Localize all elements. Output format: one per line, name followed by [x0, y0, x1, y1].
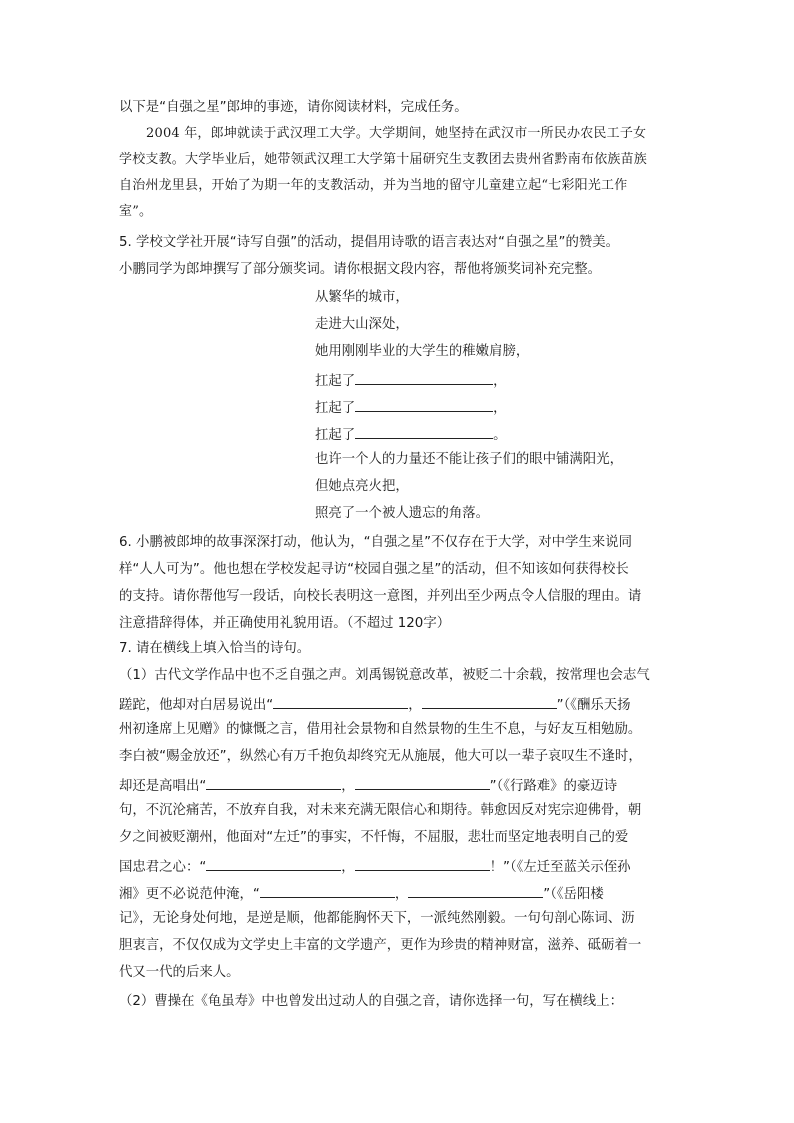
q6-line-1: 6. 小鹏被郎坤的故事深深打动，他认为，“自强之星”不仅存在于大学，对中学生来说同	[119, 535, 632, 550]
q7-text-7: 夕之间被贬潮州，他面对“左迁”的事实，不忏悔，不屈服，悲壮而坚定地表明自己的爱	[119, 830, 629, 845]
q7-part2-text: （2）曹操在《龟虽寿》中也曾发出过动人的自强之音，请你选择一句，写在横线上：	[119, 994, 623, 1009]
answer-blank-9[interactable]	[355, 855, 490, 871]
answer-blank-6[interactable]	[206, 774, 341, 790]
q5-line-1: 5. 学校文学社开展“诗写自强”的活动，提倡用诗歌的语言表达对“自强之星”的赞美。	[119, 235, 620, 250]
answer-blank-7[interactable]	[355, 774, 490, 790]
poem-line-1: 从繁华的城市，	[315, 290, 409, 305]
answer-blank-4[interactable]	[273, 693, 408, 709]
q7-text-4: 李白被“赐金放还”，纵然心有万千抱负却终究无从施展，他大可以一辈子哀叹生不逢时，	[119, 749, 642, 764]
poem-line-7: 也许一个人的力量还不能让孩子们的眼中铺满阳光，	[315, 452, 623, 467]
poem-line-8: 但她点亮火把，	[315, 479, 409, 494]
answer-blank-8[interactable]	[206, 855, 341, 871]
q6-line-3: 的支持。请你帮他写一段话，向校长表明这一意图，并列出至少两点令人信服的理由。请	[119, 589, 642, 604]
answer-blank-1[interactable]	[355, 369, 493, 385]
q7-text-2: 蹉跎，他却对白居易说出“ ， ”（《酬乐天扬	[119, 693, 631, 716]
q7-text-9: 湘》更不必说范仲淹，“ ， ”（《岳阳楼	[119, 882, 604, 905]
q7-text-3: 州初逢席上见赠》的慷慨之言，借用社会景物和自然景物的生生不息，与好友互相勉励。	[119, 722, 642, 737]
answer-blank-2[interactable]	[355, 396, 493, 412]
answer-blank-3[interactable]	[355, 423, 493, 439]
q7-text-10: 记》，无论身处何地，是逆是顺，他都能胸怀天下，一派纯然刚毅。一句句剖心陈词、沥	[119, 911, 635, 926]
q7-text-5: 却还是高唱出“ ， ”（《行路难》的豪迈诗	[119, 774, 617, 797]
q6-line-4: 注意措辞得体，并正确使用礼貌用语。（不超过 120字）	[119, 616, 451, 631]
material-line-3: 自治州龙里县，开始了为期一年的支教活动，并为当地的留守儿童建立起“七彩阳光工作	[119, 178, 628, 193]
q7-text-8: 国忠君之心：“ ， ！”（《左迁至蓝关示侄孙	[119, 855, 631, 878]
answer-blank-11[interactable]	[408, 882, 543, 898]
material-line-2: 学校支教。大学毕业后，她带领武汉理工大学第十届研究生支教团去贵州省黔南布依族苗族	[119, 152, 648, 167]
q7-text-12: 代又一代的后来人。	[119, 965, 240, 980]
q7-title: 7. 请在横线上填入恰当的诗句。	[119, 641, 311, 656]
q7-text-6: 句，不沉沦痛苦，不放弃自我，对未来充满无限信心和期待。韩愈因反对宪宗迎佛骨，朝	[119, 803, 642, 818]
poem-line-9: 照亮了一个被人遗忘的角落。	[315, 506, 490, 521]
answer-blank-5[interactable]	[422, 693, 557, 709]
poem-line-3: 她用刚刚毕业的大学生的稚嫩肩膀，	[315, 344, 530, 359]
intro-text: 以下是“自强之星”郎坤的事迹，请你阅读材料，完成任务。	[119, 100, 468, 115]
q5-line-2: 小鹏同学为郎坤撰写了部分颁奖词。请你根据文段内容，帮他将颁奖词补充完整。	[119, 262, 602, 277]
q7-text-11: 胆衷言，不仅仅成为文学史上丰富的文学遗产，更作为珍贵的精神财富，滋养、砥砺着一	[119, 938, 642, 953]
q6-line-2: 样“人人可为”。他也想在学校发起寻访“校园自强之星”的活动，但不知该如何获得校长	[119, 562, 629, 577]
q7-text-1: （1）古代文学作品中也不乏自强之声。刘禹锡锐意改革，被贬二十余载，按常理也会志气	[119, 668, 650, 683]
poem-fill-line-1: 扛起了 ，	[315, 369, 507, 392]
material-line-1: 2004 年，郎坤就读于武汉理工大学。大学期间，她坚持在武汉市一所民办农民工子女	[146, 126, 647, 141]
answer-blank-10[interactable]	[260, 882, 395, 898]
poem-line-2: 走进大山深处，	[315, 317, 409, 332]
poem-fill-line-2: 扛起了 ，	[315, 396, 507, 419]
poem-fill-line-3: 扛起了 。	[315, 423, 507, 446]
material-line-4: 室”。	[119, 204, 153, 219]
